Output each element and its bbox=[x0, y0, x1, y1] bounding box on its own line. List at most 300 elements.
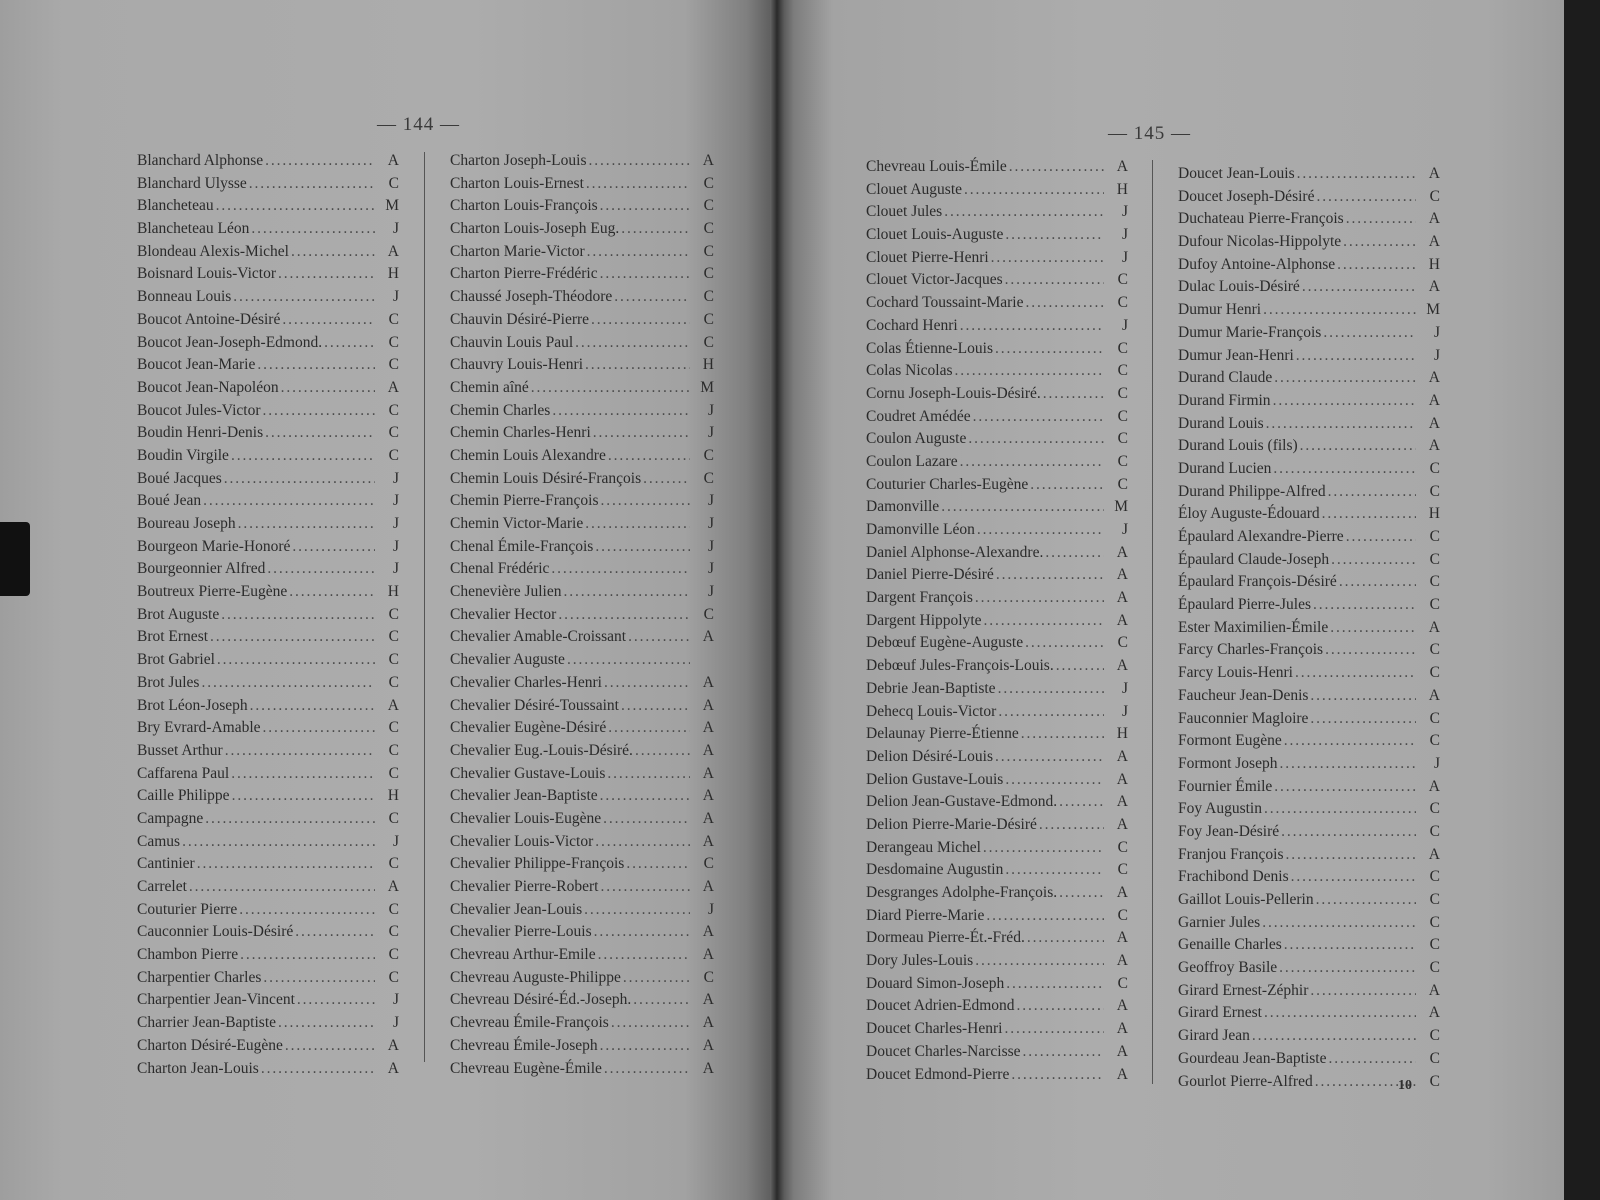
dot-leader bbox=[201, 672, 375, 695]
dot-leader bbox=[1330, 617, 1416, 640]
entry-code: J bbox=[1121, 226, 1128, 244]
list-item bbox=[1178, 934, 1440, 957]
entry-name: Chauvin Louis Paul bbox=[450, 333, 574, 351]
entry-name: Blancheteau bbox=[137, 197, 214, 215]
dot-leader bbox=[1331, 549, 1416, 572]
entry-code: M bbox=[1114, 498, 1128, 516]
dot-leader bbox=[249, 173, 375, 196]
list-item bbox=[1178, 390, 1440, 413]
dot-leader bbox=[265, 150, 375, 173]
dot-leader bbox=[1005, 224, 1104, 247]
entry-name: Cauconnier Louis-Désiré bbox=[137, 923, 294, 941]
dot-leader bbox=[1264, 798, 1416, 821]
entry-code: J bbox=[707, 900, 714, 918]
dot-leader bbox=[601, 490, 690, 513]
entry-name: Chevalier Louis-Victor bbox=[450, 832, 594, 850]
entry-code: C bbox=[1429, 709, 1440, 727]
entry-name: Brot Léon-Joseph bbox=[137, 696, 248, 714]
entry-name: Coulon Auguste bbox=[866, 430, 967, 448]
list-item bbox=[450, 1012, 714, 1035]
entry-name: Boucot Jean-Joseph-Edmond. bbox=[137, 333, 323, 351]
entry-name: Clouet Louis-Auguste bbox=[866, 226, 1004, 244]
dot-leader bbox=[604, 1058, 690, 1081]
list-item bbox=[137, 1035, 399, 1058]
list-item bbox=[1178, 458, 1440, 481]
entry-name: Charton Louis-Ernest bbox=[450, 174, 584, 192]
list-item bbox=[137, 785, 399, 808]
left-page-number: — 144 — bbox=[377, 114, 460, 135]
list-item bbox=[1178, 685, 1440, 708]
entry-name: Bonneau Louis bbox=[137, 288, 232, 306]
list-item bbox=[450, 150, 714, 173]
entry-code: J bbox=[392, 1014, 399, 1032]
dot-leader bbox=[585, 354, 690, 377]
entry-name: Charton Joseph-Louis bbox=[450, 152, 587, 169]
entry-code: J bbox=[392, 492, 399, 510]
name-column-4 bbox=[1178, 163, 1440, 1093]
entry-code: C bbox=[703, 310, 714, 328]
list-item bbox=[137, 309, 399, 332]
entry-code: A bbox=[1116, 884, 1128, 901]
dot-leader bbox=[1252, 1025, 1416, 1048]
column-divider bbox=[1152, 160, 1153, 1084]
entry-code: C bbox=[1429, 459, 1440, 477]
dot-leader bbox=[1059, 882, 1104, 905]
dot-leader bbox=[585, 513, 690, 536]
entry-code: A bbox=[1428, 414, 1440, 432]
dot-leader bbox=[203, 490, 375, 513]
entry-name: Chevalier Philippe-François bbox=[450, 855, 625, 873]
dot-leader bbox=[263, 967, 375, 990]
dot-leader bbox=[189, 876, 375, 899]
entry-name: Delion Désiré-Louis bbox=[866, 747, 993, 765]
entry-name: Chevalier Jean-Louis bbox=[450, 900, 583, 918]
dot-leader bbox=[1295, 662, 1416, 685]
list-item bbox=[137, 853, 399, 876]
entry-name: Charton Jean-Louis bbox=[137, 1059, 259, 1077]
dot-leader bbox=[278, 263, 375, 286]
entry-name: Chevalier Gustave-Louis bbox=[450, 764, 606, 782]
entry-name: Doucet Edmond-Pierre bbox=[866, 1065, 1010, 1083]
entry-name: Fauconnier Magloire bbox=[1178, 709, 1309, 727]
entry-code: H bbox=[387, 583, 399, 601]
entry-name: Daniel Alphonse-Alexandre. bbox=[866, 543, 1044, 561]
entry-code: A bbox=[1428, 981, 1440, 999]
entry-code: C bbox=[1117, 339, 1128, 357]
entry-name: Charton Désiré-Eugène bbox=[137, 1036, 283, 1054]
entry-name: Faucheur Jean-Denis bbox=[1178, 686, 1309, 704]
dot-leader bbox=[1025, 632, 1104, 655]
entry-name: Chevalier Charles-Henri bbox=[450, 673, 602, 691]
entry-code: J bbox=[392, 991, 399, 1009]
entry-code: A bbox=[702, 809, 714, 827]
entry-code: C bbox=[388, 356, 399, 374]
dot-leader bbox=[584, 899, 690, 922]
list-item bbox=[450, 218, 714, 241]
entry-name: Gourdeau Jean-Baptiste bbox=[1178, 1049, 1327, 1067]
entry-code: A bbox=[1428, 1004, 1440, 1022]
dot-leader bbox=[267, 558, 375, 581]
entry-name: Épaulard Claude-Joseph bbox=[1178, 550, 1330, 568]
list-item bbox=[866, 247, 1128, 270]
list-item bbox=[450, 876, 714, 899]
entry-name: Durand Claude bbox=[1178, 369, 1273, 387]
entry-name: Boudin Henri-Denis bbox=[137, 424, 264, 442]
entry-code: A bbox=[702, 1014, 714, 1032]
list-item bbox=[866, 474, 1128, 497]
entry-name: Chevalier Jean-Baptiste bbox=[450, 787, 598, 805]
entry-name: Couturier Pierre bbox=[137, 900, 238, 918]
list-item bbox=[866, 1064, 1128, 1087]
entry-code: C bbox=[388, 333, 399, 351]
entry-code: A bbox=[1116, 747, 1128, 765]
entry-code: C bbox=[703, 220, 714, 238]
dot-leader bbox=[1006, 973, 1104, 996]
dot-leader bbox=[1045, 542, 1104, 565]
list-item bbox=[450, 944, 714, 967]
entry-name: Doucet Joseph-Désiré bbox=[1178, 187, 1315, 205]
entry-code: A bbox=[702, 1036, 714, 1054]
entry-code: A bbox=[1116, 566, 1128, 584]
entry-code: C bbox=[1117, 861, 1128, 879]
list-item bbox=[450, 717, 714, 740]
dot-leader bbox=[955, 360, 1104, 383]
list-item bbox=[1178, 163, 1440, 186]
dot-leader bbox=[1263, 299, 1416, 322]
list-item bbox=[1178, 481, 1440, 504]
list-item bbox=[137, 263, 399, 286]
list-item bbox=[1178, 571, 1440, 594]
entry-code: A bbox=[702, 923, 714, 941]
dot-leader bbox=[1274, 776, 1416, 799]
entry-code: H bbox=[1116, 725, 1128, 743]
entry-name: Chevalier Pierre-Louis bbox=[450, 923, 592, 941]
entry-name: Boutreux Pierre-Eugène bbox=[137, 583, 288, 601]
list-item bbox=[1178, 708, 1440, 731]
entry-code: C bbox=[388, 900, 399, 918]
entry-code: C bbox=[1117, 634, 1128, 652]
entry-name: Debœuf Jules-François-Louis. bbox=[866, 657, 1054, 675]
list-item bbox=[450, 263, 714, 286]
dot-leader bbox=[986, 905, 1104, 928]
list-item bbox=[1178, 753, 1440, 776]
entry-code: A bbox=[1116, 611, 1128, 629]
entry-code: A bbox=[1116, 1065, 1128, 1083]
entry-name: Formont Joseph bbox=[1178, 754, 1278, 772]
entry-name: Campagne bbox=[137, 809, 204, 827]
entry-name: Chevreau Eugène-Émile bbox=[450, 1059, 602, 1077]
entry-code: A bbox=[702, 878, 714, 895]
list-item bbox=[866, 451, 1128, 474]
dot-leader bbox=[975, 587, 1104, 610]
dot-leader bbox=[995, 746, 1104, 769]
entry-code: A bbox=[1428, 278, 1440, 296]
entry-name: Foy Augustin bbox=[1178, 800, 1262, 818]
entry-code: A bbox=[1116, 1042, 1128, 1060]
entry-code: C bbox=[1117, 475, 1128, 493]
list-item bbox=[1178, 367, 1440, 390]
entry-name: Cochard Henri bbox=[866, 316, 958, 334]
entry-name: Derangeau Michel bbox=[866, 838, 981, 856]
entry-code: A bbox=[1428, 777, 1440, 795]
entry-name: Carrelet bbox=[137, 878, 187, 895]
list-item bbox=[450, 581, 714, 604]
list-item bbox=[137, 536, 399, 559]
dot-leader bbox=[1300, 435, 1416, 458]
dot-leader bbox=[977, 519, 1104, 542]
entry-code: C bbox=[1117, 452, 1128, 470]
entry-name: Colas Étienne-Louis bbox=[866, 339, 993, 357]
entry-name: Brot Jules bbox=[137, 673, 200, 691]
list-item bbox=[137, 695, 399, 718]
list-item bbox=[866, 723, 1128, 746]
list-item bbox=[137, 286, 399, 309]
entry-name: Dargent Hippolyte bbox=[866, 611, 982, 629]
list-item bbox=[866, 496, 1128, 519]
entry-code: J bbox=[1121, 679, 1128, 697]
list-item bbox=[1178, 912, 1440, 935]
dot-leader bbox=[1310, 685, 1416, 708]
entry-name: Clouet Auguste bbox=[866, 180, 963, 198]
entry-name: Boué Jean bbox=[137, 492, 202, 510]
entry-code: C bbox=[388, 446, 399, 464]
list-item bbox=[137, 626, 399, 649]
entry-name: Chevalier Hector bbox=[450, 605, 557, 623]
entry-name: Colas Nicolas bbox=[866, 362, 953, 380]
list-item bbox=[450, 1035, 714, 1058]
entry-code: C bbox=[1117, 294, 1128, 312]
dot-leader bbox=[1302, 276, 1416, 299]
dot-leader bbox=[257, 354, 375, 377]
list-item bbox=[137, 740, 399, 763]
entry-name: Bourgeon Marie-Honoré bbox=[137, 537, 291, 555]
entry-code: J bbox=[707, 583, 714, 601]
dot-leader bbox=[607, 763, 690, 786]
name-column-2 bbox=[450, 150, 714, 1080]
dot-leader bbox=[633, 989, 690, 1012]
list-item bbox=[137, 195, 399, 218]
entry-name: Douard Simon-Joseph bbox=[866, 974, 1005, 992]
dot-leader bbox=[1011, 1064, 1104, 1087]
entry-name: Doucet Jean-Louis bbox=[1178, 165, 1295, 182]
entry-code: C bbox=[703, 855, 714, 873]
list-item bbox=[450, 740, 714, 763]
dot-leader bbox=[238, 513, 375, 536]
entry-name: Chauvin Désiré-Pierre bbox=[450, 310, 590, 328]
entry-name: Charpentier Charles bbox=[137, 968, 262, 986]
entry-code: J bbox=[1433, 323, 1440, 341]
list-item bbox=[450, 468, 714, 491]
entry-name: Boucot Jean-Marie bbox=[137, 356, 256, 374]
entry-code: A bbox=[702, 628, 714, 646]
list-item bbox=[137, 377, 399, 400]
list-item bbox=[866, 406, 1128, 429]
entry-name: Épaulard Alexandre-Pierre bbox=[1178, 528, 1344, 545]
dot-leader bbox=[233, 286, 375, 309]
entry-code: J bbox=[392, 220, 399, 238]
entry-code: C bbox=[388, 923, 399, 941]
list-item bbox=[1178, 1025, 1440, 1048]
entry-name: Girard Jean bbox=[1178, 1027, 1250, 1045]
dot-leader bbox=[991, 247, 1104, 270]
list-item bbox=[1178, 1048, 1440, 1071]
entry-code: A bbox=[1116, 1020, 1128, 1038]
entry-name: Coudret Amédée bbox=[866, 407, 971, 425]
entry-code: C bbox=[1429, 528, 1440, 545]
entry-code: C bbox=[703, 174, 714, 192]
entry-name: Durand Philippe-Alfred bbox=[1178, 482, 1326, 500]
dot-leader bbox=[1291, 866, 1416, 889]
dot-leader bbox=[567, 649, 690, 672]
entry-name: Blanchard Ulysse bbox=[137, 174, 247, 192]
entry-code: A bbox=[702, 719, 714, 737]
dot-leader bbox=[240, 944, 375, 967]
entry-name: Farcy Charles-François bbox=[1178, 641, 1324, 659]
entry-name: Épaulard Pierre-Jules bbox=[1178, 596, 1311, 614]
dot-leader bbox=[531, 377, 690, 400]
list-item bbox=[866, 995, 1128, 1018]
entry-name: Delion Gustave-Louis bbox=[866, 770, 1004, 788]
entry-name: Foy Jean-Désiré bbox=[1178, 822, 1280, 840]
dot-leader bbox=[1279, 957, 1416, 980]
dot-leader bbox=[1025, 292, 1104, 315]
dot-leader bbox=[600, 876, 690, 899]
list-item bbox=[137, 150, 399, 173]
dot-leader bbox=[278, 1012, 375, 1035]
dot-leader bbox=[608, 717, 690, 740]
dot-leader bbox=[1030, 474, 1104, 497]
list-item bbox=[1178, 322, 1440, 345]
entry-name: Chevreau Louis-Émile bbox=[866, 158, 1007, 175]
list-item bbox=[1178, 957, 1440, 980]
entry-name: Dufoy Antoine-Alphonse bbox=[1178, 255, 1336, 273]
entry-code: C bbox=[703, 288, 714, 306]
entry-name: Charpentier Jean-Vincent bbox=[137, 991, 295, 1009]
list-item bbox=[137, 989, 399, 1012]
entry-name: Blondeau Alexis-Michel bbox=[137, 242, 289, 260]
list-item bbox=[866, 519, 1128, 542]
entry-name: Dumur Henri bbox=[1178, 301, 1262, 319]
entry-name: Blancheteau Léon bbox=[137, 220, 250, 238]
entry-code: A bbox=[1428, 369, 1440, 387]
entry-name: Dehecq Louis-Victor bbox=[866, 702, 997, 720]
entry-name: Busset Arthur bbox=[137, 741, 223, 759]
list-item bbox=[866, 655, 1128, 678]
dot-leader bbox=[250, 695, 375, 718]
dot-leader bbox=[995, 338, 1104, 361]
dot-leader bbox=[1005, 769, 1104, 792]
dot-leader bbox=[941, 496, 1104, 519]
dot-leader bbox=[944, 201, 1104, 224]
entry-code: C bbox=[388, 401, 399, 419]
dot-leader bbox=[628, 626, 690, 649]
dot-leader bbox=[594, 921, 690, 944]
list-item bbox=[137, 241, 399, 264]
list-item bbox=[866, 859, 1128, 882]
list-item bbox=[450, 989, 714, 1012]
entry-code: C bbox=[1429, 1027, 1440, 1045]
dot-leader bbox=[643, 468, 690, 491]
entry-name: Clouet Pierre-Henri bbox=[866, 248, 989, 266]
entry-code: A bbox=[387, 378, 399, 396]
entry-name: Delion Jean-Gustave-Edmond. bbox=[866, 793, 1058, 811]
list-item bbox=[450, 808, 714, 831]
dot-leader bbox=[217, 649, 375, 672]
dot-leader bbox=[600, 785, 690, 808]
dot-leader bbox=[1310, 708, 1416, 731]
entry-code: A bbox=[1116, 815, 1128, 833]
entry-code: A bbox=[1116, 543, 1128, 561]
entry-code: C bbox=[1429, 913, 1440, 931]
list-item bbox=[866, 587, 1128, 610]
entry-name: Clouet Jules bbox=[866, 203, 943, 221]
list-item bbox=[137, 558, 399, 581]
dot-leader bbox=[983, 837, 1104, 860]
list-item bbox=[450, 649, 714, 672]
entry-name: Durand Lucien bbox=[1178, 459, 1272, 477]
dot-leader bbox=[1266, 413, 1416, 436]
entry-code: C bbox=[388, 174, 399, 192]
dot-leader bbox=[960, 315, 1104, 338]
entry-code: H bbox=[387, 787, 399, 805]
list-item bbox=[866, 678, 1128, 701]
entry-name: Chevalier Auguste bbox=[450, 651, 565, 669]
list-item bbox=[1178, 413, 1440, 436]
list-item bbox=[1178, 526, 1440, 549]
list-item bbox=[137, 468, 399, 491]
entry-code: H bbox=[1116, 180, 1128, 198]
dot-leader bbox=[998, 701, 1104, 724]
entry-name: Chevreau Auguste-Philippe bbox=[450, 968, 621, 986]
entry-code: C bbox=[1429, 187, 1440, 205]
dot-leader bbox=[600, 195, 690, 218]
dot-leader bbox=[611, 1012, 690, 1035]
dot-leader bbox=[324, 332, 375, 355]
list-item bbox=[866, 632, 1128, 655]
entry-code: C bbox=[1429, 732, 1440, 750]
dot-leader bbox=[182, 831, 375, 854]
dot-leader bbox=[973, 406, 1104, 429]
list-item bbox=[866, 746, 1128, 769]
entry-name: Chemin Pierre-François bbox=[450, 492, 599, 510]
list-item bbox=[450, 763, 714, 786]
entry-code: C bbox=[703, 968, 714, 986]
entry-name: Girard Ernest bbox=[1178, 1004, 1262, 1022]
dot-leader bbox=[295, 921, 375, 944]
entry-name: Bry Evrard-Amable bbox=[137, 719, 261, 737]
entry-code: A bbox=[1116, 770, 1128, 788]
entry-code: C bbox=[703, 333, 714, 351]
entry-name: Chaussé Joseph-Théodore bbox=[450, 288, 613, 306]
dot-leader bbox=[614, 286, 690, 309]
dot-leader bbox=[239, 899, 375, 922]
list-item bbox=[137, 400, 399, 423]
list-item bbox=[1178, 776, 1440, 799]
entry-name: Chevalier Amable-Croissant bbox=[450, 628, 627, 646]
list-item bbox=[137, 332, 399, 355]
list-item bbox=[450, 785, 714, 808]
list-item bbox=[137, 354, 399, 377]
list-item bbox=[137, 445, 399, 468]
entry-name: Dormeau Pierre-Ét.-Fréd. bbox=[866, 929, 1025, 947]
dot-leader bbox=[197, 853, 375, 876]
entry-name: Damonville bbox=[866, 498, 940, 516]
entry-code: A bbox=[702, 1059, 714, 1077]
name-column-3 bbox=[866, 156, 1128, 1086]
dot-leader bbox=[262, 400, 375, 423]
entry-code: C bbox=[1117, 838, 1128, 856]
entry-name: Cornu Joseph-Louis-Désiré. bbox=[866, 384, 1041, 402]
